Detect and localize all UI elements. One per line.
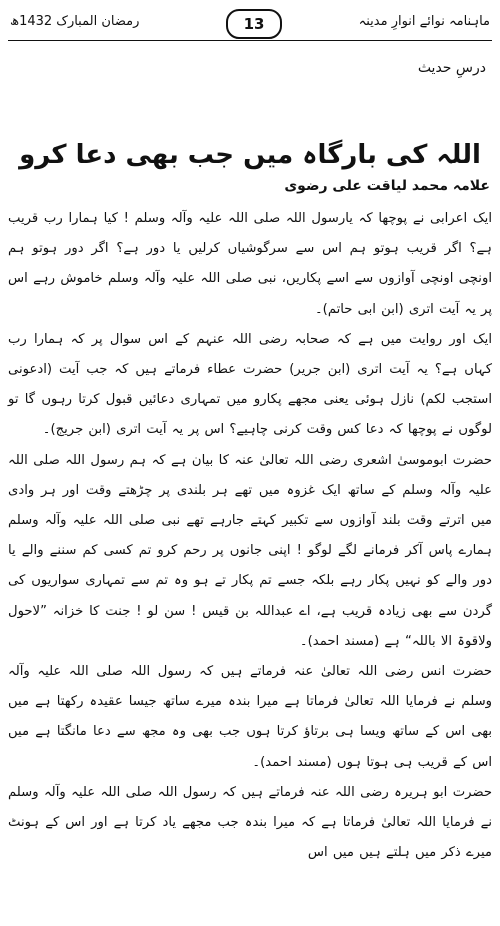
page-header [0,0,500,44]
issue-date: رمضان المبارک 1432ھ [10,14,140,29]
magazine-name: ماہنامہ نوائے انوارِ مدینہ [358,14,490,29]
paragraph: حضرت انس رضی اللہ تعالیٰ عنہ فرماتے ہیں کہ رسول اللہ صلی اللہ علیہ وآلہ وسلم نے فرمایا اللہ تعالیٰ فرماتا ہے میرا بندہ میرے ساتھ جیسا عقیدہ رکھتا ہے میں بھی اس کے ساتھ ویسا ہی برتاؤ کرتا ہوں جب بھی وہ مجھ سے دعا مانگتا ہے میں اس کے قریب ہی ہوتا ہوں (مسند احمد)۔ [8,664,492,770]
article-title: اللہ کی بارگاہ میں جب بھی دعا کرو [19,140,481,170]
section-label: درسِ حدیث [417,60,486,76]
page-number: 13 [226,9,282,39]
header-divider [8,40,492,41]
article-body [8,204,492,868]
author-name: علامہ محمد لیاقت علی رضوی [284,178,490,194]
paragraph: حضرت ابو ہریرہ رضی اللہ عنہ فرماتے ہیں کہ رسول اللہ صلی اللہ علیہ وآلہ وسلم نے فرمایا اللہ تعالیٰ فرماتا ہے کہ میرا بندہ جب مجھے یاد کرتا ہے اور اس کے ہونٹ میرے ذکر میں ہلتے ہیں میں اس [8,784,492,861]
paragraph: ایک اور روایت میں ہے کہ صحابہ رضی اللہ عنہم کے اس سوال پر کہ ہمارا رب کہاں ہے؟ یہ آیت اتری (ابن جریر) حضرت عطاء فرماتے ہیں کہ جب آیت (ادعونی استجب لکم) نازل ہوئی یعنی مجھے پکارو میں تمہاری دعائیں قبول کرتا رہوں گا تو لوگوں نے پوچھا کہ دعا کس وقت کرنی چاہیے؟ اس پر یہ آیت اتری (ابن جریج)۔ [8,331,492,438]
paragraph: ایک اعرابی نے پوچھا کہ یارسول اللہ صلی اللہ علیہ وآلہ وسلم ! کیا ہمارا رب قریب ہے؟ اگر قریب ہوتو ہم اس سے سرگوشیاں کرلیں یا دور ہے؟ اگر دور ہوتو ہم اونچی اونچی آوازوں سے اسے پکاریں، نبی صلی اللہ علیہ وآلہ وسلم خاموش رہے اس پر یہ آیت اتری (ابن ابی حاتم)۔ [8,211,492,317]
paragraph: حضرت ابوموسیٰ اشعری رضی اللہ تعالیٰ عنہ کا بیان ہے کہ ہم رسول اللہ صلی اللہ علیہ وآلہ وسلم کے ساتھ ایک غزوہ میں تھے ہر بلندی پر چڑھتے وقت اور ہر وادی میں اترتے وقت بلند آوازوں سے تکبیر کہتے جارہے تھے نبی صلی اللہ علیہ وآلہ وسلم ہمارے پاس آکر فرمانے لگے لوگو ! اپنی جانوں پر رحم کرو تم کسی کم سننے والے یا دور والے کو نہیں پکار رہے بلکہ جسے تم پکار تے ہو وہ تم سے تمہاری سواریوں کی گردن سے بھی زیادہ قریب ہے، اے عبداللہ بن قیس ! سن لو ! جنت کا خزانہ ”لاحول ولاقوۃ الا باللہ“ ہے (مسند احمد)۔ [8,452,492,649]
